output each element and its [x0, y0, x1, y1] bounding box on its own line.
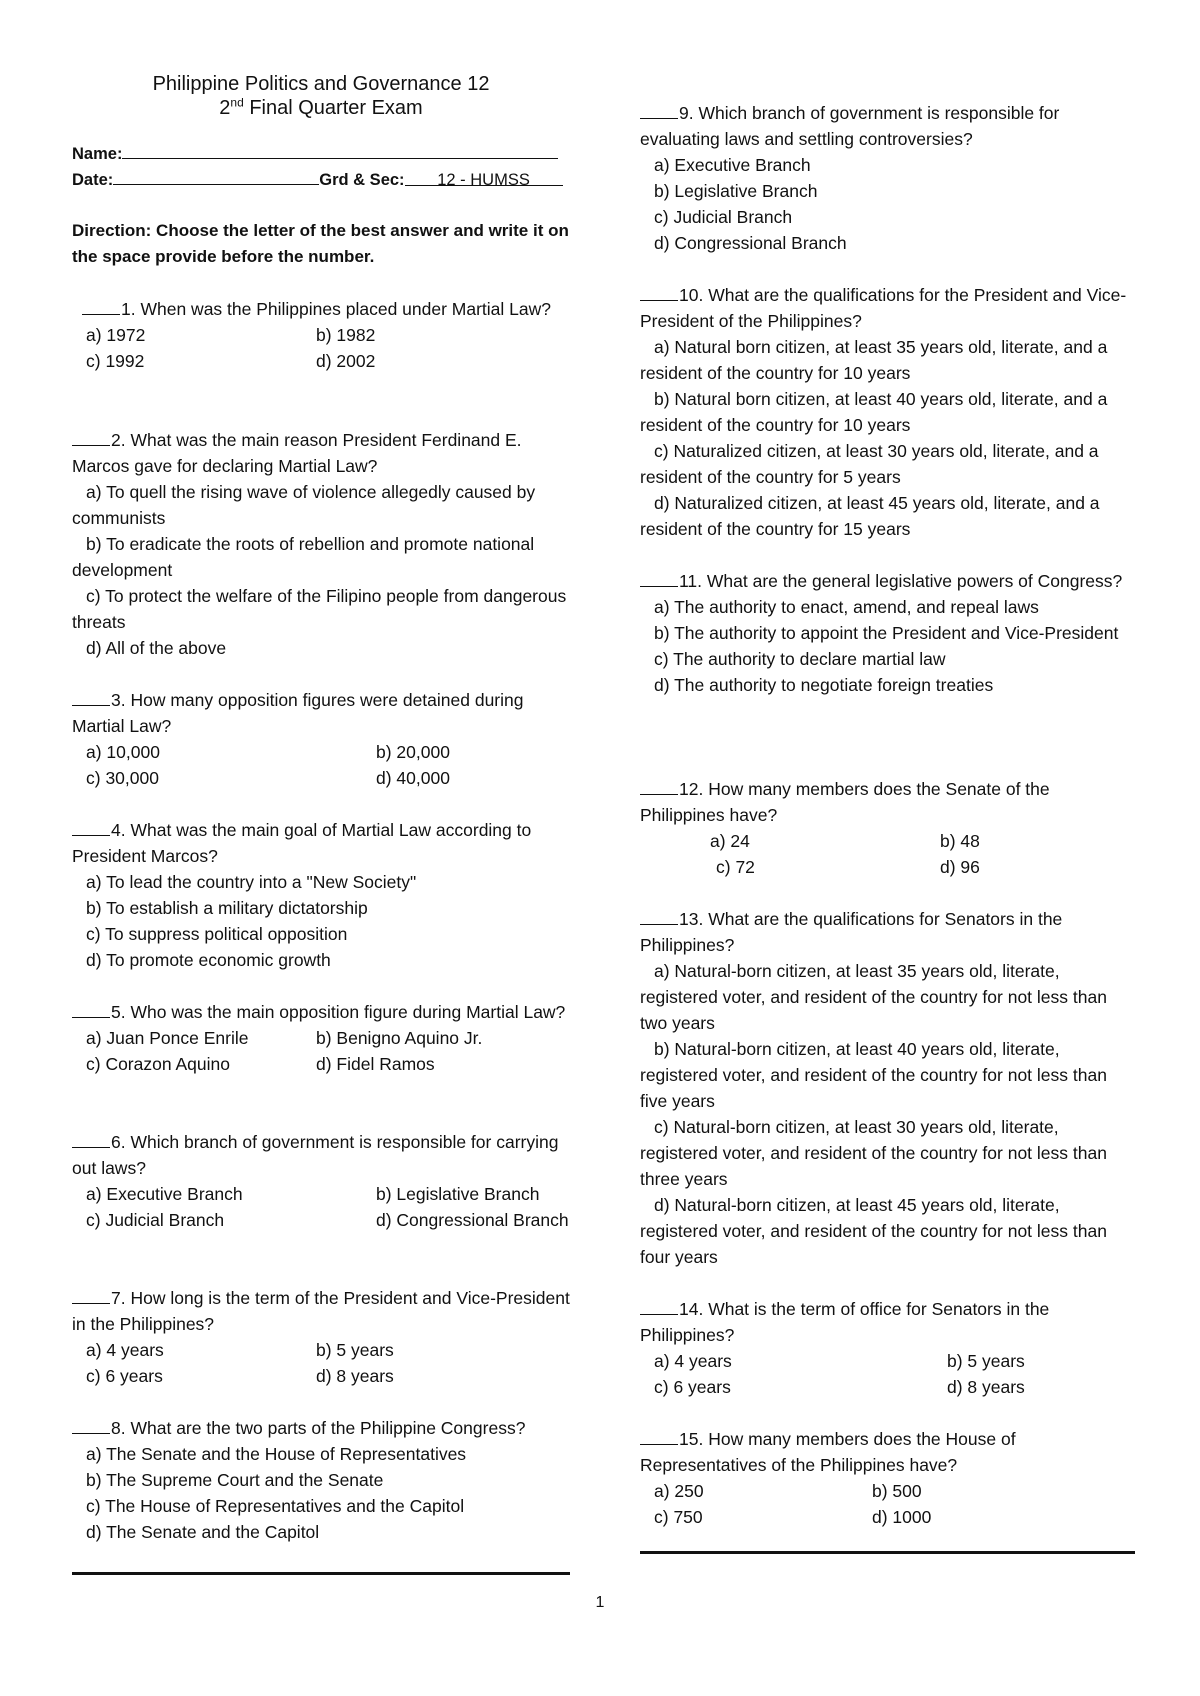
subtitle-ordinal-suffix: nd — [230, 95, 244, 110]
option-b: b) 48 — [940, 831, 980, 851]
option-b: b) 20,000 — [376, 742, 450, 762]
option-c: c) 6 years — [86, 1366, 163, 1386]
question-stem: How long is the term of the President and Vice-President in the Philippines? — [72, 1288, 575, 1334]
option-a: a) 250 — [654, 1481, 704, 1501]
option-b: b) The authority to appoint the President and Vice-President — [654, 623, 1119, 643]
direction: Direction: Choose the letter of the best answer and write it on the space provide before the number. — [72, 221, 569, 266]
option-b: b) 500 — [872, 1481, 922, 1501]
option-c: c) The authority to declare martial law — [654, 649, 946, 669]
question-number: 15. — [679, 1429, 704, 1449]
question-stem: How many members does the House of Representatives of the Philippines have? — [640, 1429, 1021, 1475]
option-a: a) To quell the rising wave of violence allegedly caused by communists — [72, 482, 536, 528]
answer-blank[interactable] — [640, 282, 678, 301]
question-8 — [72, 1415, 570, 1545]
option-a: a) 24 — [710, 831, 750, 851]
option-c: c) 6 years — [654, 1377, 731, 1397]
question-number: 3. — [111, 690, 126, 710]
exam-subtitle — [72, 96, 570, 120]
exam-title: Philippine Politics and Governance 12 — [152, 73, 490, 95]
question-stem: When was the Philippines placed under Martial Law? — [140, 299, 551, 319]
option-a: a) Juan Ponce Enrile — [86, 1028, 249, 1048]
question-stem: How many opposition figures were detained during Martial Law? — [72, 690, 529, 736]
option-a: a) 4 years — [86, 1340, 164, 1360]
option-d: d) Naturalized citizen, at least 45 years old, literate, and a resident of the country for 15 years — [640, 493, 1100, 539]
question-stem: What was the main reason President Ferdinand E. Marcos gave for declaring Martial Law? — [72, 430, 527, 476]
answer-blank[interactable] — [72, 999, 110, 1018]
option-b: b) 5 years — [316, 1340, 394, 1360]
answer-blank[interactable] — [72, 687, 110, 706]
option-a: a) Executive Branch — [86, 1184, 243, 1204]
answer-blank[interactable] — [640, 568, 678, 587]
question-stem: How many members does the Senate of the Philippines have? — [640, 779, 1055, 825]
option-d: d) 8 years — [947, 1377, 1025, 1397]
option-b: b) Legislative Branch — [654, 181, 818, 201]
question-stem: What are the qualifications for the President and Vice-President of the Philippines? — [640, 285, 1127, 331]
option-d: d) 40,000 — [376, 768, 450, 788]
question-stem: What was the main goal of Martial Law according to President Marcos? — [72, 820, 537, 866]
answer-blank[interactable] — [82, 296, 120, 315]
option-b: b) To establish a military dictatorship — [86, 898, 368, 918]
question-number: 8. — [111, 1418, 126, 1438]
option-c: c) Natural-born citizen, at least 30 years old, literate, registered voter, and resident of the country for not less than three years — [640, 1117, 1107, 1189]
question-number: 7. — [111, 1288, 126, 1308]
option-a: a) 4 years — [654, 1351, 732, 1371]
option-c: c) Corazon Aquino — [86, 1054, 230, 1074]
answer-blank[interactable] — [72, 427, 110, 446]
question-6 — [72, 1129, 570, 1233]
option-d: d) 8 years — [316, 1366, 394, 1386]
option-b: b) Benigno Aquino Jr. — [316, 1028, 483, 1048]
question-stem: What are the two parts of the Philippine Congress? — [130, 1418, 526, 1438]
grade-value: 12 - HUMSS — [405, 167, 563, 186]
option-a: a) Natural born citizen, at least 35 years old, literate, and a resident of the country for 10 years — [640, 337, 1108, 383]
question-stem: What are the general legislative powers of Congress? — [706, 571, 1123, 591]
right-column-rule — [640, 1551, 1135, 1554]
question-number: 13. — [679, 909, 704, 929]
option-a: a) 1972 — [86, 325, 146, 345]
question-13 — [640, 906, 1138, 1270]
question-12 — [640, 776, 1138, 880]
option-c: c) 30,000 — [86, 768, 159, 788]
option-d: d) The Senate and the Capitol — [86, 1522, 320, 1542]
question-stem: Which branch of government is responsible for carrying out laws? — [72, 1132, 564, 1178]
answer-blank[interactable] — [72, 1415, 110, 1434]
page-number: 1 — [595, 1594, 605, 1611]
options — [640, 828, 1138, 880]
question-stem: Which branch of government is responsible for evaluating laws and settling controversies? — [640, 103, 1065, 149]
question-4 — [72, 817, 570, 973]
option-c: c) 1992 — [86, 351, 145, 371]
option-d: d) Fidel Ramos — [316, 1054, 435, 1074]
options — [72, 1337, 570, 1389]
question-10 — [640, 282, 1138, 542]
question-stem: Who was the main opposition figure during Martial Law? — [130, 1002, 566, 1022]
question-stem: What are the qualifications for Senators in the Philippines? — [640, 909, 1068, 955]
option-d: d) Congressional Branch — [376, 1210, 569, 1230]
question-1 — [72, 296, 570, 374]
option-a: a) 10,000 — [86, 742, 160, 762]
answer-blank[interactable] — [72, 1285, 110, 1304]
option-b: b) Natural-born citizen, at least 40 years old, literate, registered voter, and resident of the country for not less than five years — [640, 1039, 1107, 1111]
option-a: a) The Senate and the House of Representatives — [86, 1444, 467, 1464]
question-5 — [72, 999, 570, 1077]
name-line — [72, 140, 558, 167]
answer-blank[interactable] — [640, 1296, 678, 1315]
option-b: b) The Supreme Court and the Senate — [86, 1470, 384, 1490]
question-stem: What is the term of office for Senators in the Philippines? — [640, 1299, 1055, 1345]
option-b: b) Legislative Branch — [376, 1184, 540, 1204]
option-c: c) Naturalized citizen, at least 30 years old, literate, and a resident of the country for 5 years — [640, 441, 1099, 487]
options — [72, 1181, 570, 1233]
option-b: b) Natural born citizen, at least 40 years old, literate, and a resident of the country for 10 years — [640, 389, 1108, 435]
option-b: b) To eradicate the roots of rebellion and promote national development — [72, 534, 535, 580]
option-c: c) Judicial Branch — [86, 1210, 225, 1230]
option-a: a) Executive Branch — [654, 155, 811, 175]
option-d: d) To promote economic growth — [86, 950, 331, 970]
question-number: 5. — [111, 1002, 126, 1022]
question-7 — [72, 1285, 575, 1389]
question-number: 10. — [679, 285, 704, 305]
subtitle-text: Final Quarter Exam — [243, 97, 423, 119]
option-a: a) The authority to enact, amend, and repeal laws — [654, 597, 1039, 617]
question-number: 11. — [679, 571, 703, 591]
option-b: b) 1982 — [316, 325, 376, 345]
option-a: a) Natural-born citizen, at least 35 years old, literate, registered voter, and resident of the country for not less than two years — [640, 961, 1107, 1033]
option-c: c) To protect the welfare of the Filipino people from dangerous threats — [72, 586, 567, 632]
options — [640, 1348, 1138, 1400]
question-number: 4. — [111, 820, 126, 840]
option-c: c) 750 — [654, 1507, 703, 1527]
option-c: c) 72 — [716, 857, 755, 877]
question-15 — [640, 1426, 1138, 1530]
question-9 — [640, 100, 1138, 256]
question-number: 12. — [679, 779, 704, 799]
question-14 — [640, 1296, 1138, 1400]
options — [640, 1478, 1138, 1530]
grade-label: Grd & Sec: — [319, 171, 405, 189]
option-d: d) 2002 — [316, 351, 376, 371]
subtitle-ordinal: 2 — [219, 97, 231, 119]
name-label: Name: — [72, 145, 123, 163]
question-number: 9. — [679, 103, 694, 123]
answer-blank[interactable] — [640, 906, 678, 925]
option-d: d) Congressional Branch — [654, 233, 847, 253]
question-number: 14. — [679, 1299, 704, 1319]
answer-blank[interactable] — [72, 1129, 110, 1148]
question-number: 6. — [111, 1132, 126, 1152]
option-c: c) To suppress political opposition — [86, 924, 348, 944]
answer-blank[interactable] — [640, 100, 678, 119]
option-c: c) Judicial Branch — [654, 207, 793, 227]
date-blank[interactable] — [113, 166, 319, 185]
date-label: Date: — [72, 171, 114, 189]
option-c: c) The House of Representatives and the Capitol — [86, 1496, 465, 1516]
left-column-rule — [72, 1572, 570, 1575]
options — [72, 1025, 570, 1077]
question-number: 1. — [121, 299, 136, 319]
options — [72, 739, 570, 791]
option-d: d) The authority to negotiate foreign treaties — [654, 675, 994, 695]
name-blank[interactable] — [122, 140, 558, 159]
options — [72, 322, 570, 374]
question-3 — [72, 687, 570, 791]
question-2 — [72, 427, 570, 661]
option-a: a) To lead the country into a "New Society" — [86, 872, 417, 892]
question-number: 2. — [111, 430, 126, 450]
option-d: d) 96 — [940, 857, 980, 877]
answer-blank[interactable] — [72, 817, 110, 836]
question-11 — [640, 568, 1138, 698]
option-d: d) Natural-born citizen, at least 45 years old, literate, registered voter, and resident of the country for not less than four years — [640, 1195, 1107, 1267]
answer-blank[interactable] — [640, 1426, 678, 1445]
option-d: d) All of the above — [86, 638, 227, 658]
answer-blank[interactable] — [640, 776, 678, 795]
date-line — [72, 166, 563, 193]
option-b: b) 5 years — [947, 1351, 1025, 1371]
option-d: d) 1000 — [872, 1507, 932, 1527]
